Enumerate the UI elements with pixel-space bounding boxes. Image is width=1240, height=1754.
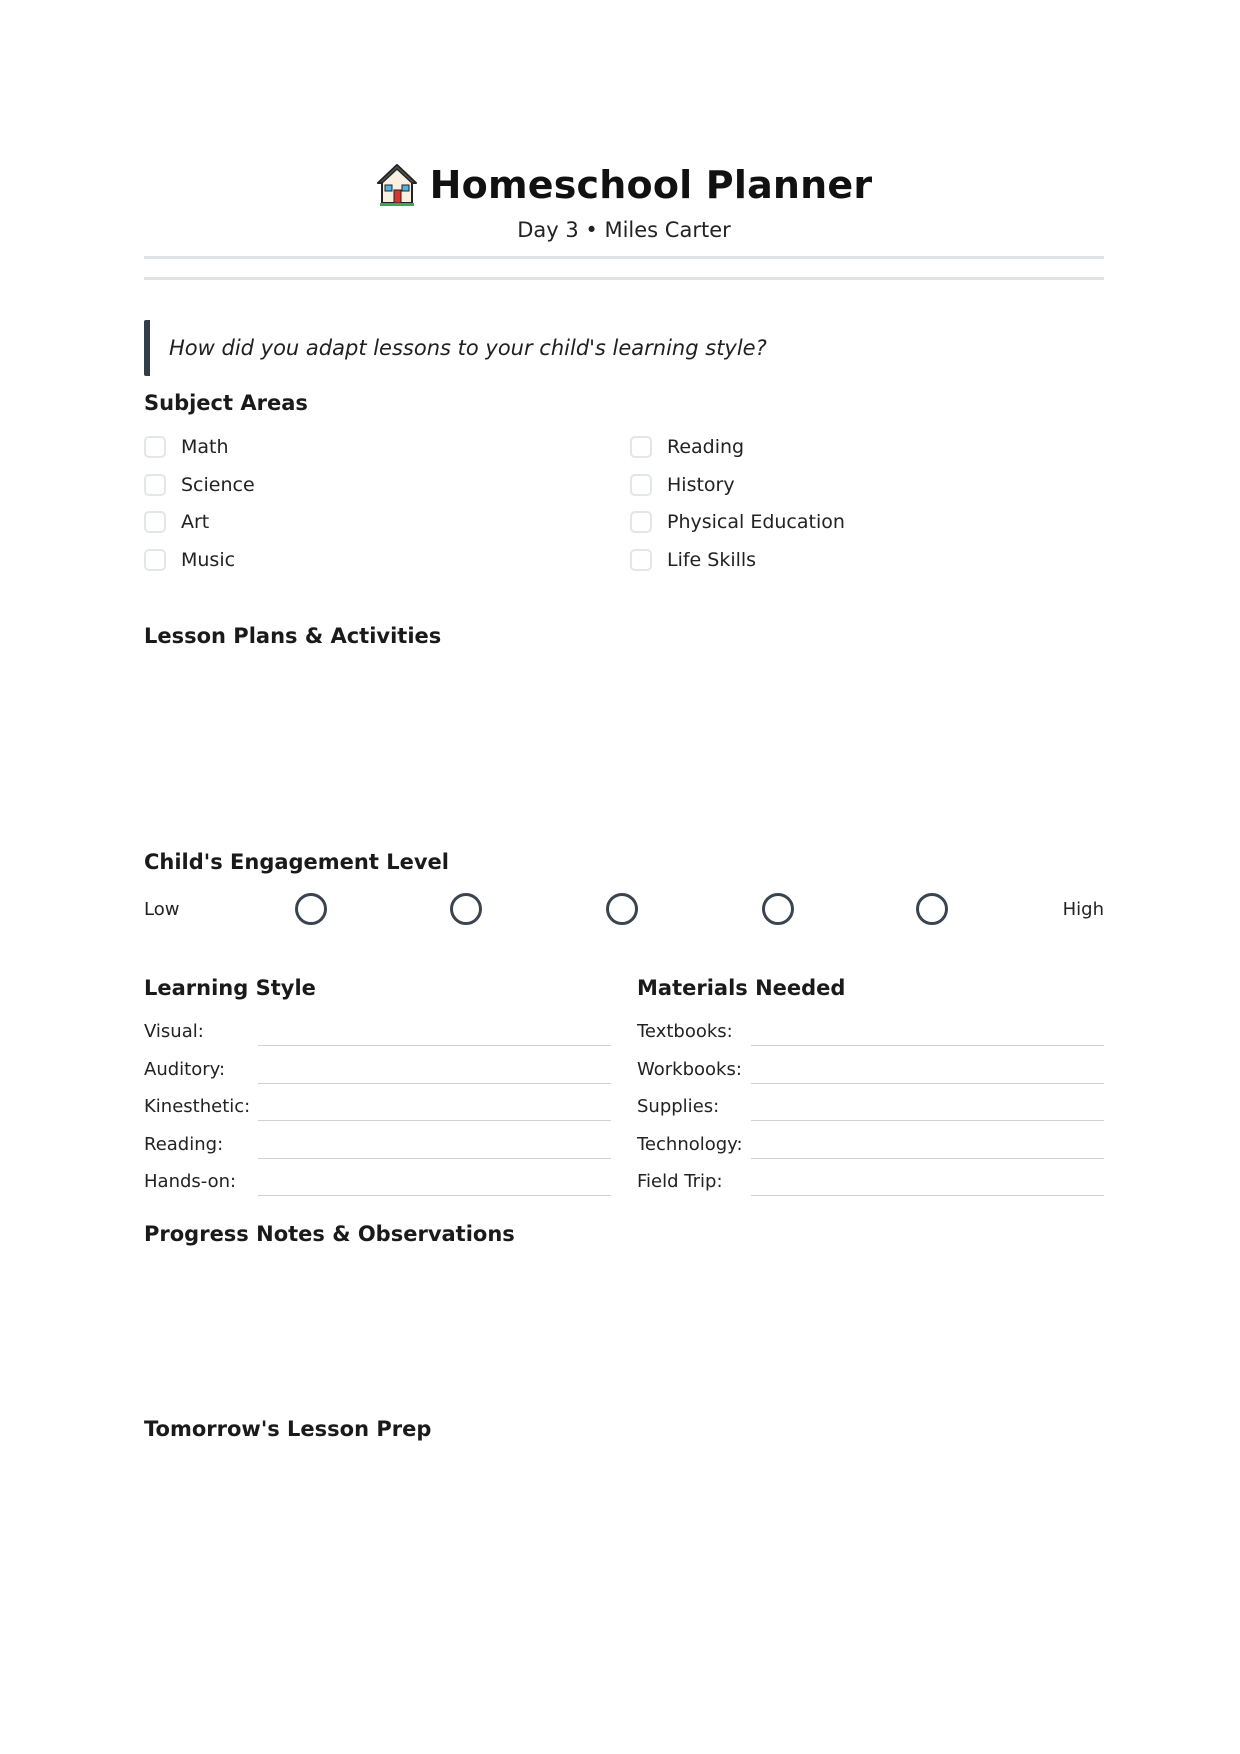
engagement-title: Child's Engagement Level xyxy=(144,850,449,874)
checkbox[interactable] xyxy=(630,511,652,533)
lesson-plans-writing-area[interactable] xyxy=(144,660,1104,830)
field-label: Reading: xyxy=(144,1134,224,1155)
checkbox-label: Math xyxy=(181,436,229,458)
field-input-line[interactable] xyxy=(258,1158,611,1159)
field-label: Supplies: xyxy=(637,1096,720,1117)
header xyxy=(144,160,1104,242)
learning-style-title: Learning Style xyxy=(144,976,316,1000)
checkbox[interactable] xyxy=(144,511,166,533)
learning-style-visual-field[interactable] xyxy=(144,1018,611,1050)
progress-notes-writing-area[interactable] xyxy=(144,1258,1104,1408)
checkbox-label: Art xyxy=(181,511,210,533)
field-label: Field Trip: xyxy=(637,1171,723,1192)
page-subtitle: Day 3 • Miles Carter xyxy=(517,218,731,242)
checkbox[interactable] xyxy=(144,549,166,571)
field-input-line[interactable] xyxy=(751,1045,1104,1046)
checkbox-label: Life Skills xyxy=(667,549,757,571)
engagement-radio-2[interactable] xyxy=(450,893,482,925)
field-input-line[interactable] xyxy=(258,1120,611,1121)
field-label: Textbooks: xyxy=(637,1021,733,1042)
page-title: Homeschool Planner xyxy=(429,163,873,207)
subject-checkbox-art[interactable] xyxy=(144,507,209,537)
materials-field-trip-field[interactable] xyxy=(637,1168,1104,1200)
lesson-plans-title: Lesson Plans & Activities xyxy=(144,624,442,648)
learning-style-reading-field[interactable] xyxy=(144,1131,611,1163)
checkbox-label: Science xyxy=(181,474,255,496)
tomorrow-prep-title: Tomorrow's Lesson Prep xyxy=(144,1417,432,1441)
checkbox-label: History xyxy=(667,474,735,496)
materials-technology-field[interactable] xyxy=(637,1131,1104,1163)
checkbox[interactable] xyxy=(630,474,652,496)
subject-checkbox-physical-education[interactable] xyxy=(630,507,845,537)
engagement-radio-3[interactable] xyxy=(606,893,638,925)
header-divider-bottom xyxy=(144,277,1104,280)
materials-workbooks-field[interactable] xyxy=(637,1056,1104,1088)
checkbox-label: Music xyxy=(181,549,236,571)
engagement-radio-1[interactable] xyxy=(295,893,327,925)
subject-checkbox-science[interactable] xyxy=(144,470,255,500)
subject-areas-title: Subject Areas xyxy=(144,391,308,415)
field-label: Visual: xyxy=(144,1021,204,1042)
engagement-radio-5[interactable] xyxy=(916,893,948,925)
field-input-line[interactable] xyxy=(258,1045,611,1046)
scale-low-label: Low xyxy=(144,899,180,920)
checkbox[interactable] xyxy=(144,436,166,458)
field-input-line[interactable] xyxy=(258,1083,611,1084)
subject-checkbox-music[interactable] xyxy=(144,545,235,575)
subject-checkbox-reading[interactable] xyxy=(630,432,744,462)
subject-checkbox-life-skills[interactable] xyxy=(630,545,756,575)
field-input-line[interactable] xyxy=(751,1120,1104,1121)
field-label: Auditory: xyxy=(144,1059,226,1080)
engagement-scale xyxy=(144,890,1104,930)
materials-supplies-field[interactable] xyxy=(637,1093,1104,1125)
field-label: Technology: xyxy=(637,1134,743,1155)
field-label: Workbooks: xyxy=(637,1059,742,1080)
materials-textbooks-field[interactable] xyxy=(637,1018,1104,1050)
learning-style-kinesthetic-field[interactable] xyxy=(144,1093,611,1125)
field-input-line[interactable] xyxy=(258,1195,611,1196)
house-icon xyxy=(376,163,418,207)
field-input-line[interactable] xyxy=(751,1083,1104,1084)
scale-high-label: High xyxy=(1062,899,1104,920)
field-input-line[interactable] xyxy=(751,1195,1104,1196)
field-label: Kinesthetic: xyxy=(144,1096,251,1117)
checkbox-label: Physical Education xyxy=(667,511,845,533)
learning-style-hands-on-field[interactable] xyxy=(144,1168,611,1200)
tomorrow-prep-writing-area[interactable] xyxy=(144,1453,1104,1653)
field-input-line[interactable] xyxy=(751,1158,1104,1159)
checkbox[interactable] xyxy=(630,436,652,458)
materials-title: Materials Needed xyxy=(637,976,846,1000)
checkbox-label: Reading xyxy=(667,436,745,458)
reflection-prompt: How did you adapt lessons to your child's learning style? xyxy=(144,320,1084,376)
checkbox[interactable] xyxy=(144,474,166,496)
checkbox[interactable] xyxy=(630,549,652,571)
subject-checkbox-math[interactable] xyxy=(144,432,229,462)
header-divider-top xyxy=(144,256,1104,259)
progress-notes-title: Progress Notes & Observations xyxy=(144,1222,515,1246)
title-row xyxy=(144,160,1104,210)
field-label: Hands-on: xyxy=(144,1171,237,1192)
learning-style-auditory-field[interactable] xyxy=(144,1056,611,1088)
subject-checkbox-history[interactable] xyxy=(630,470,735,500)
engagement-radio-4[interactable] xyxy=(762,893,794,925)
